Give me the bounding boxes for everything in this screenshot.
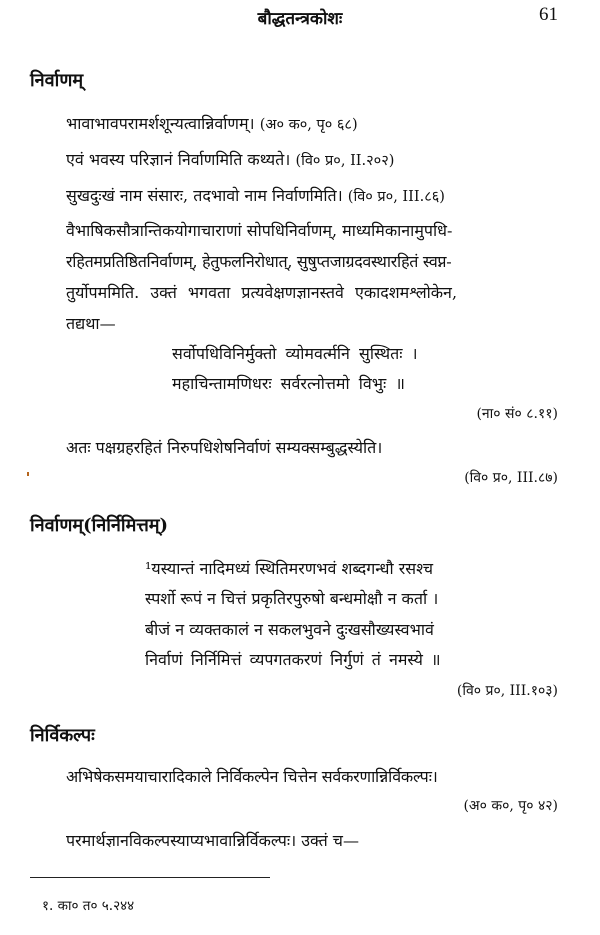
entry-line: अभिषेकसमयाचारादिकाले निर्विकल्पेन चित्तेन सर्वकरणान्निर्विकल्पः।	[66, 767, 438, 786]
verse-reference: (वि० प्र०, III.१०३)	[456, 683, 558, 699]
verse-line: सर्वोपधिविनिर्मुक्तो व्योमवर्त्मनि सुस्थितः ।	[172, 344, 418, 363]
entry-reference: (अ० क०, पृ० ४२)	[463, 798, 558, 814]
entry-line	[66, 148, 394, 170]
verse-line: निर्वाणं निर्निमित्तं व्यपगतकरणं निर्गुणं तं नमस्ये ॥	[145, 650, 441, 669]
entry-text: एवं भवस्य परिज्ञानं निर्वाणमिति कथ्यते।	[66, 150, 291, 169]
entry-line: परमार्थज्ञानविकल्पस्याप्यभावान्निर्विकल्पः। उक्तं च—	[66, 831, 359, 850]
section-heading-nirvanam: निर्वाणम्	[30, 70, 84, 91]
entry-text: भावाभावपरामर्शशून्यत्वान्निर्वाणम्।	[66, 114, 255, 133]
footnote: १. का० त० ५.२४४	[42, 898, 135, 914]
entry-line	[66, 112, 358, 134]
running-title: बौद्धतन्त्रकोशः	[257, 9, 343, 29]
closing-reference: (वि० प्र०, III.८७)	[464, 470, 558, 486]
closing-line: अतः पक्षग्रहरहितं निरुपधिशेषनिर्वाणं सम्यक्सम्बुद्धस्येति।	[66, 438, 383, 457]
verse-reference: (ना० सं० ८.११)	[476, 406, 558, 422]
margin-mark	[27, 472, 29, 476]
citation: (वि० प्र०, III.८६)	[347, 189, 445, 205]
citation: (वि० प्र०, II.२०२)	[295, 153, 395, 169]
verse-line: बीजं न व्यक्तकालं न सकलभुवने दुःखसौख्यस्वभावं	[145, 620, 434, 639]
footnote-rule	[30, 877, 270, 878]
paragraph-line: रहितमप्रतिष्ठितनिर्वाणम्, हेतुफलनिरोधात्, सुषुप्तजाग्रदवस्थारहितं स्वप्न-	[66, 252, 452, 271]
entry-text: सुखदुःखं नाम संसारः, तदभावो नाम निर्वाणमिति।	[66, 186, 343, 205]
section-heading-nirnimittam: निर्वाणम्(निर्निमित्तम्)	[30, 515, 169, 536]
entry-line	[66, 184, 445, 206]
paragraph-line: तद्यथा—	[66, 314, 116, 333]
verse-line: ¹यस्यान्तं नादिमध्यं स्थितिमरणभवं शब्दगन्धौ रसश्च	[145, 559, 434, 578]
page-number: 61	[539, 4, 558, 25]
section-heading-nirvikalpah: निर्विकल्पः	[30, 725, 95, 746]
paragraph-line: तुर्योपममिति. उक्तं भगवता प्रत्यवेक्षणज्ञानस्तवे एकादशमश्लोकेन,	[66, 283, 458, 302]
verse-line: महाचिन्तामणिधरः सर्वरत्नोत्तमो विभुः ॥	[172, 374, 405, 393]
citation: (अ० क०, पृ० ६८)	[259, 117, 358, 133]
verse-line: स्पर्शो रूपं न चित्तं प्रकृतिरपुरुषो बन्धमोक्षौ न कर्ता ।	[145, 589, 439, 608]
paragraph-text: वैभाषिकसौत्रान्तिकयोगाचाराणां सोपधिनिर्वाणम्, माध्यमिकानामुपधि-	[66, 221, 453, 240]
paragraph-line	[66, 219, 553, 241]
